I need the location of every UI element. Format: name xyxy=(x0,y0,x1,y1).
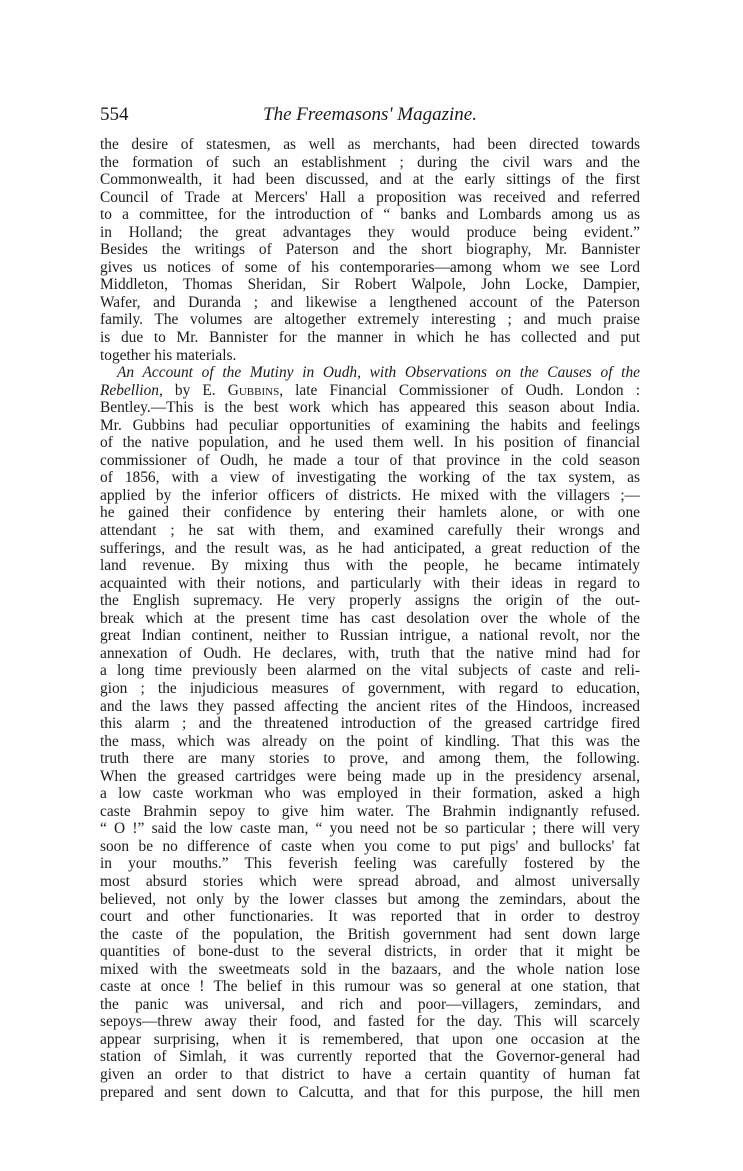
text-line: a long time previously been alarmed on the vital subjects of caste and reli- xyxy=(100,662,640,680)
text-line: the mass, which was already on the point of kindling. That this was the xyxy=(100,732,640,750)
text-line: Council of Trade at Mercers' Hall a proposition was received and referred xyxy=(100,188,640,206)
text-line: the desire of statesmen, as well as merchants, had been directed towards xyxy=(100,136,640,153)
byline-by: by E. xyxy=(162,381,228,399)
text-line: commissioner of Oudh, he made a tour of that province in the cold season xyxy=(100,451,640,469)
text-line: Bentley.—This is the best work which has appeared this season about India. xyxy=(100,399,640,417)
text-line: the panic was universal, and rich and poor—villagers, zemindars, and xyxy=(100,995,640,1013)
text-line: of the native population, and he used them well. In his position of financial xyxy=(100,434,640,452)
text-line: soon be no difference of caste when you come to put pigs' and bullocks' fat xyxy=(100,837,640,855)
text-line: break which at the present time has cast desolation over the whole of the xyxy=(100,609,640,627)
text-line: land revenue. By mixing thus with the people, he became intimately xyxy=(100,557,640,575)
text-line: court and other functionaries. It was reported that in order to destroy xyxy=(100,908,640,926)
text-line: station of Simlah, it was currently reported that the Governor-general had xyxy=(100,1048,640,1066)
running-title: The Freemasons' Magazine. xyxy=(263,104,477,125)
review-title-line xyxy=(100,364,640,382)
text-line: sufferings, and the result was, as he had anticipated, a great reduction of the xyxy=(100,539,640,557)
text-line: acquainted with their notions, and particularly with their ideas in regard to xyxy=(100,574,640,592)
text-line: family. The volumes are altogether extremely interesting ; and much praise xyxy=(100,311,640,329)
text-line: believed, not only by the lower classes but among the zemindars, about the xyxy=(100,890,640,908)
paragraph-bannister-review xyxy=(100,136,640,347)
text-line: applied by the inferior officers of districts. He mixed with the villagers ;— xyxy=(100,486,640,504)
text-line: truth there are many stories to prove, and among them, the following. xyxy=(100,750,640,768)
text-line: great Indian continent, neither to Russian intrigue, a national revolt, nor the xyxy=(100,627,640,645)
text-line: When the greased cartridges were being made up in the presidency arsenal, xyxy=(100,767,640,785)
text-line: caste Brahmin sepoy to give him water. The Brahmin indignantly refused. xyxy=(100,802,640,820)
book-title-part-2: Rebellion, xyxy=(100,381,163,399)
page-header xyxy=(100,104,640,128)
book-title-part-1: An Account of the Mutiny in Oudh, with Observations on the Causes of the xyxy=(117,364,640,382)
text-line: “ O !” said the low caste man, “ you need not be so particular ; there will very xyxy=(100,820,640,838)
text-line: gion ; the injudicious measures of government, with regard to education, xyxy=(100,679,640,697)
text-line: attendant ; he sat with them, and examined carefully their wrongs and xyxy=(100,522,640,540)
text-line: Commonwealth, it had been discussed, and at the early sittings of the first xyxy=(100,171,640,189)
text-line: Besides the writings of Paterson and the short biography, Mr. Bannister xyxy=(100,241,640,259)
text-line: a low caste workman who was employed in their formation, asked a high xyxy=(100,785,640,803)
text-line: caste at once ! The belief in this rumour was so general at one station, that xyxy=(100,978,640,996)
page-number: 554 xyxy=(100,104,129,125)
text-line: Mr. Gubbins had peculiar opportunities of examining the habits and feelings xyxy=(100,416,640,434)
text-line: the caste of the population, the British government had sent down large xyxy=(100,925,640,943)
author-name: Gubbins xyxy=(227,381,280,399)
text-line: annexation of Oudh. He declares, with, truth that the native mind had for xyxy=(100,644,640,662)
byline-rest: , late Financial Commissioner of Oudh. London : xyxy=(279,381,640,399)
text-line: appear surprising, when it is remembered, that upon one occasion at the xyxy=(100,1030,640,1048)
paragraph-gubbins-review xyxy=(100,399,640,1101)
text-line: to a committee, for the introduction of “ banks and Lombards among us as xyxy=(100,206,640,224)
text-line: Middleton, Thomas Sheridan, Sir Robert Walpole, John Locke, Dampier, xyxy=(100,276,640,294)
text-line: in your mouths.” This feverish feeling was carefully fostered by the xyxy=(100,855,640,873)
text-line: of 1856, with a view of investigating the working of the tax system, as xyxy=(100,469,640,487)
text-line: sepoys—threw away their food, and fasted for the day. This will scarcely xyxy=(100,1013,640,1031)
text-line: most absurd stories which were spread abroad, and almost universally xyxy=(100,872,640,890)
text-line: the English supremacy. He very properly assigns the origin of the out- xyxy=(100,592,640,610)
text-line: is due to Mr. Bannister for the manner in which he has collected and put xyxy=(100,329,640,347)
text-line: quantities of bone-dust to the several districts, in order that it might be xyxy=(100,943,640,961)
text-line: in Holland; the great advantages they would produce being evident.” xyxy=(100,223,640,241)
text-line: gives us notices of some of his contemporaries—among whom we see Lord xyxy=(100,258,640,276)
paragraph-last-line: together his materials. xyxy=(100,346,237,364)
text-line: he gained their confidence by entering their hamlets alone, or with one xyxy=(100,504,640,522)
text-line: this alarm ; and the threatened introduction of the greased cartridge fired xyxy=(100,715,640,733)
text-line: the formation of such an establishment ; during the civil wars and the xyxy=(100,153,640,171)
text-line: prepared and sent down to Calcutta, and that for this purpose, the hill men xyxy=(100,1083,640,1101)
review-byline xyxy=(100,382,640,400)
text-line: given an order to that district to have a certain quantity of human fat xyxy=(100,1065,640,1083)
article-body xyxy=(100,136,640,1101)
text-line: and the laws they passed affecting the ancient rites of the Hindoos, increased xyxy=(100,697,640,715)
text-line: Wafer, and Duranda ; and likewise a lengthened account of the Paterson xyxy=(100,293,640,311)
text-line: mixed with the sweetmeats sold in the bazaars, and the whole nation lose xyxy=(100,960,640,978)
